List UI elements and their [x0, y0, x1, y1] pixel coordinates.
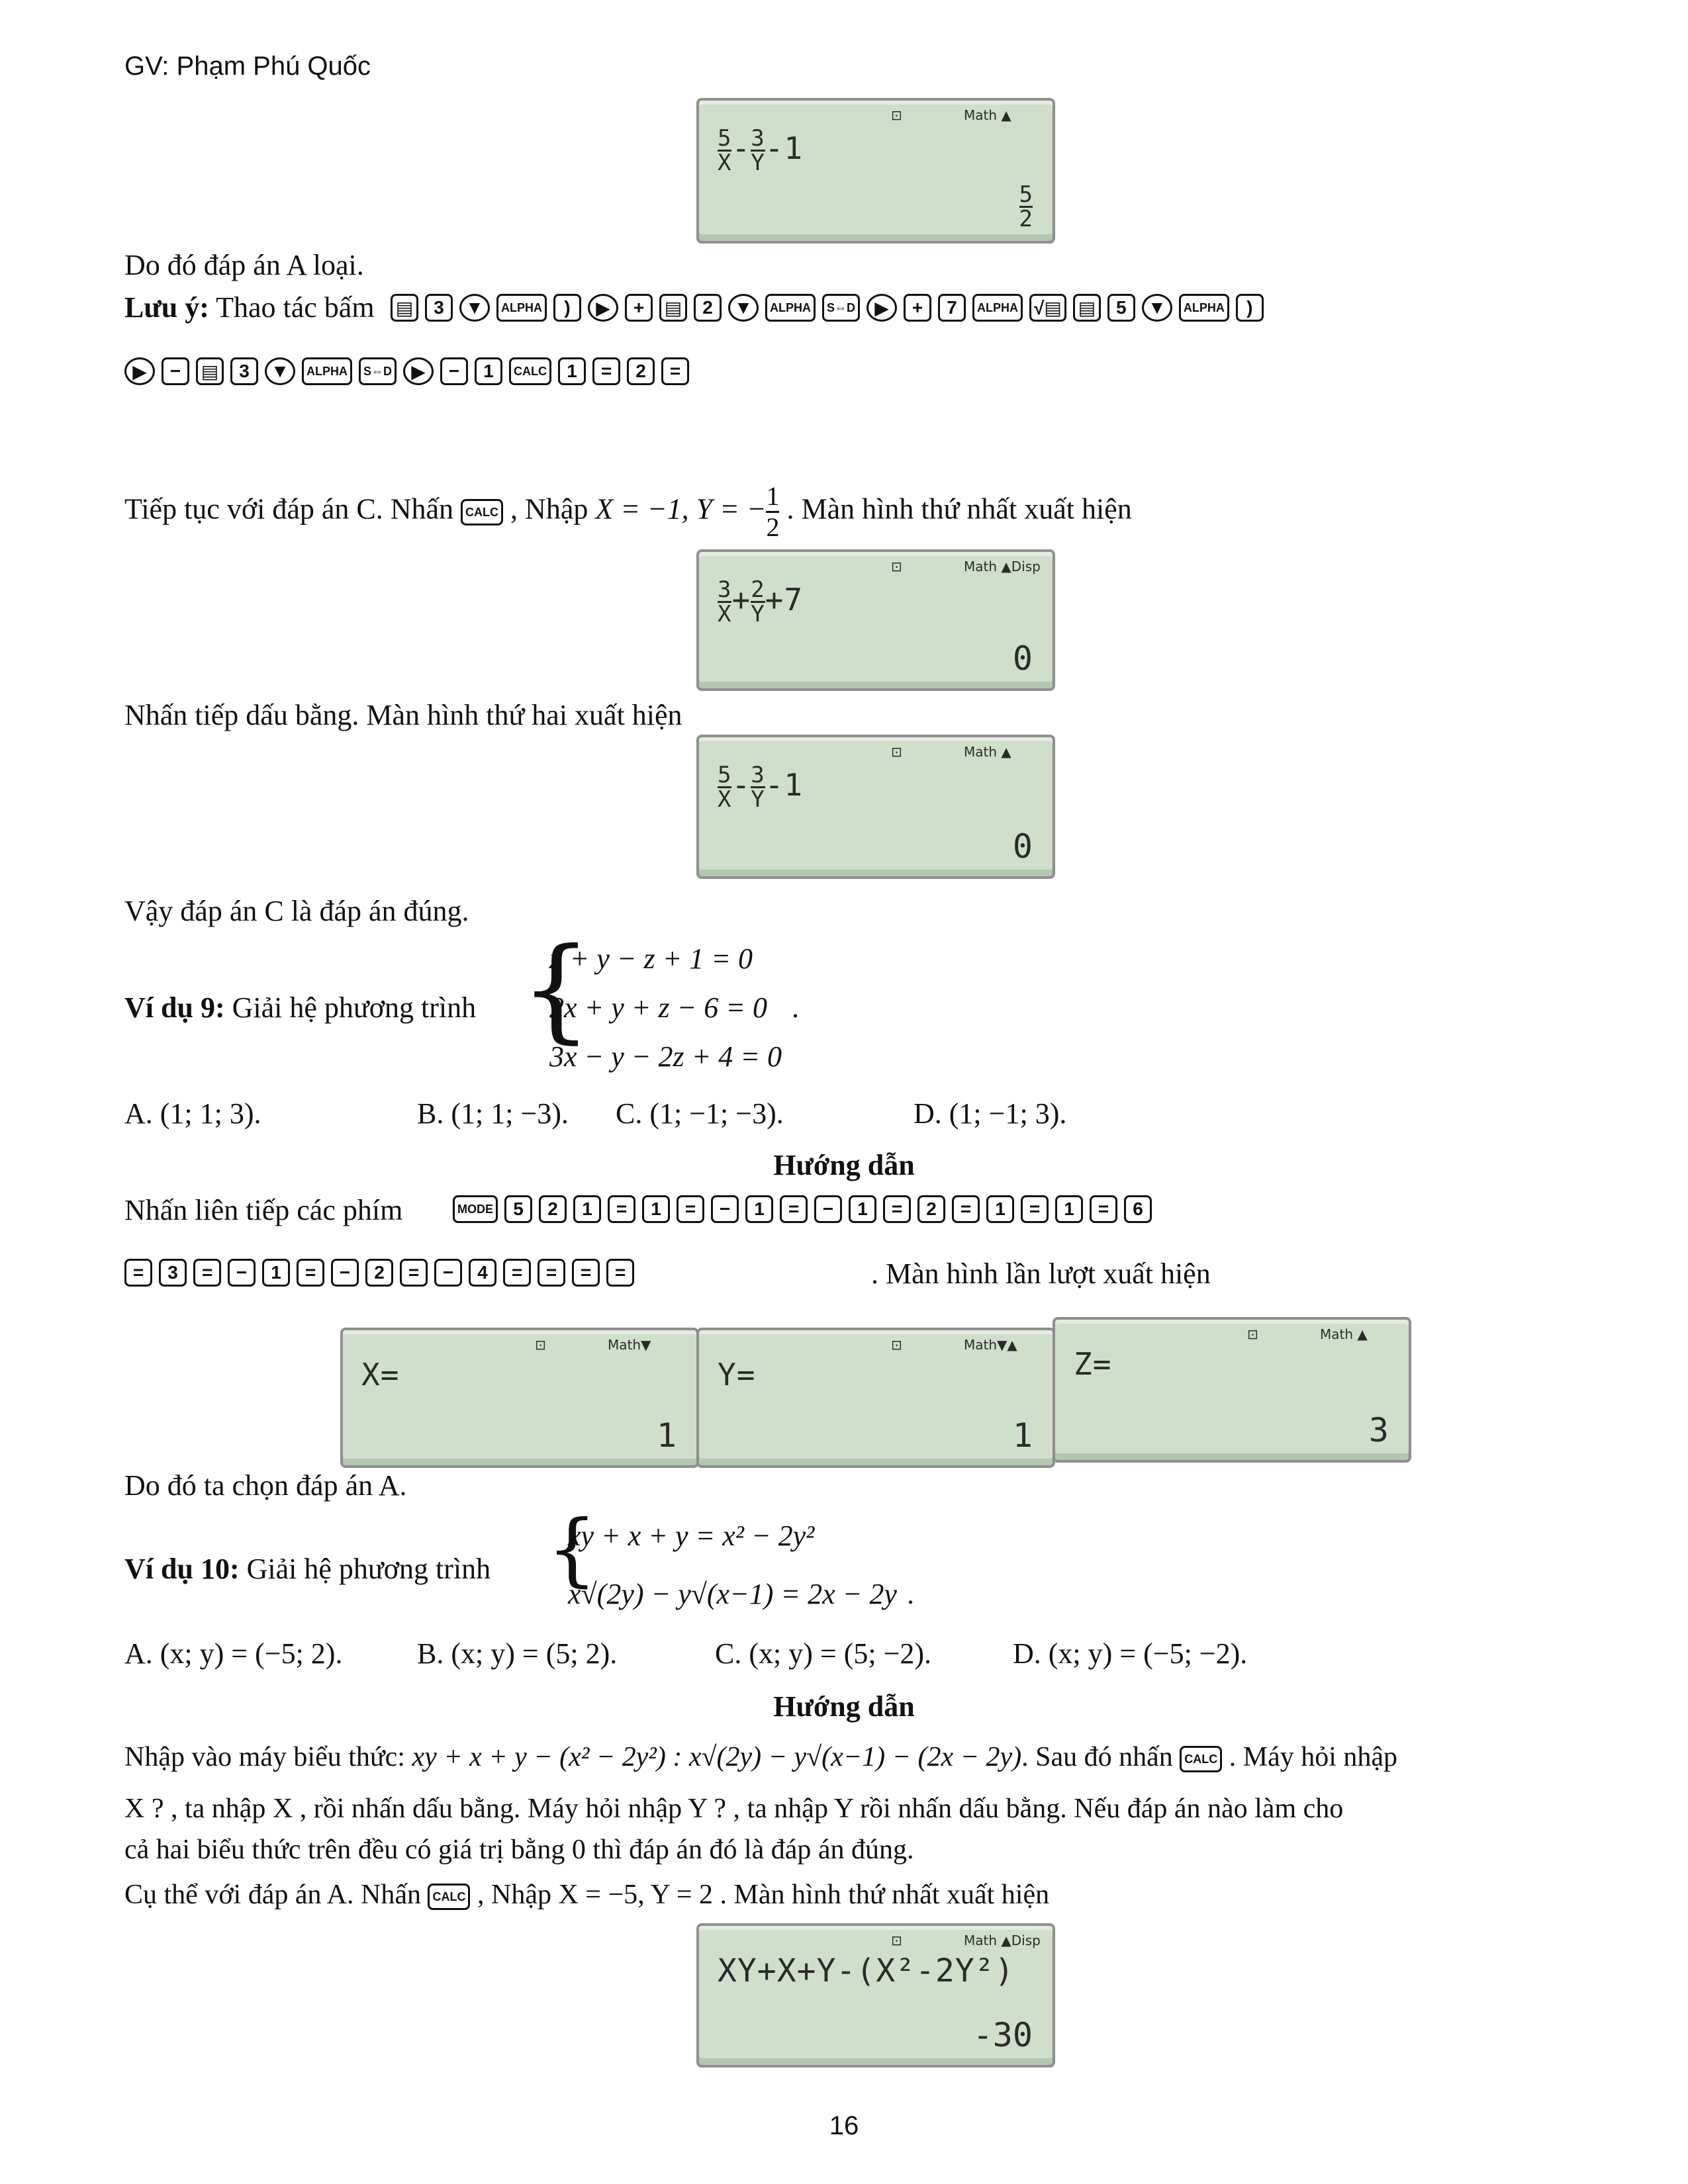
calc-key: CALC — [428, 1884, 470, 1910]
1-key: 1 — [986, 1195, 1014, 1223]
down-arrow-key: ▼ — [728, 294, 759, 322]
equals-key: = — [883, 1195, 911, 1223]
variable-label: Y= — [718, 1357, 756, 1392]
mode-indicator: Math ▲Disp — [964, 1933, 1041, 1948]
plus-key: + — [904, 294, 931, 322]
key-sequence-row-1 — [391, 294, 1264, 322]
variable-value: 1 — [1012, 1416, 1033, 1455]
screen-result: 0 — [1012, 827, 1033, 866]
screen-expression: $\frac{5}{X}$ - $\frac{3}{Y}$ -1 — [718, 125, 804, 176]
equals-key: = — [572, 1259, 600, 1287]
shift-indicator: ⊡ — [891, 1337, 902, 1353]
paragraph: Nhấn tiếp dấu bằng. Màn hình thứ hai xuất hiện — [124, 699, 682, 731]
equation-3: 3x − y − 2z + 4 = 0 — [549, 1040, 782, 1073]
key-sequence-row-3 — [453, 1195, 1152, 1223]
shift-indicator: ⊡ — [1247, 1326, 1258, 1342]
screen-expression: XY+X+Y-(X²-2Y²) — [718, 1952, 1015, 1989]
3-key: 3 — [159, 1259, 187, 1287]
plus-key: + — [625, 294, 653, 322]
4-key: 4 — [469, 1259, 496, 1287]
equals-key: = — [661, 357, 689, 385]
minus-key: − — [228, 1259, 256, 1287]
down-arrow-key: ▼ — [265, 357, 295, 385]
answer-c: C. (x; y) = (5; −2). — [715, 1637, 932, 1670]
variable-label: X= — [361, 1357, 400, 1392]
down-arrow-key: ▼ — [1142, 294, 1172, 322]
s-d-key: S⇔D — [359, 357, 397, 385]
equals-key: = — [400, 1259, 428, 1287]
screen-result: -30 — [972, 2016, 1033, 2054]
alpha-key: ALPHA — [1179, 294, 1229, 322]
mode-indicator: Math ▲ — [964, 107, 1011, 123]
mode-indicator: Math ▲Disp — [964, 559, 1041, 574]
right-arrow-key: ▶ — [867, 294, 897, 322]
answer-a: A. (x; y) = (−5; 2). — [124, 1637, 343, 1670]
fraction-key: ▤ — [659, 294, 687, 322]
2-key: 2 — [694, 294, 722, 322]
7-key: 7 — [938, 294, 966, 322]
equals-key: = — [538, 1259, 565, 1287]
equals-key: = — [1090, 1195, 1117, 1223]
answer-a: A. (1; 1; 3). — [124, 1097, 261, 1130]
calculator-screen-3 — [696, 735, 1055, 879]
equals-key: = — [606, 1259, 634, 1287]
page-number: 16 — [829, 2111, 859, 2140]
guide-line-3: cả hai biểu thức trên đều có giá trị bằng 0 thì đáp án đó là đáp án đúng. — [124, 1835, 914, 1865]
equation-1: x + y − z + 1 = 0 — [549, 942, 753, 975]
close-paren-key: ) — [553, 294, 581, 322]
system-brace: { — [520, 924, 592, 1055]
2-key: 2 — [539, 1195, 567, 1223]
equation-2: 2x + y + z − 6 = 0 — [549, 991, 767, 1024]
right-arrow-key: ▶ — [403, 357, 434, 385]
equals-key: = — [952, 1195, 980, 1223]
1-key: 1 — [1055, 1195, 1083, 1223]
alpha-key: ALPHA — [972, 294, 1023, 322]
2-key: 2 — [917, 1195, 945, 1223]
equation-2: x√(2y) − y√(x−1) = 2x − 2y — [568, 1578, 897, 1610]
variable-value: 3 — [1368, 1411, 1389, 1449]
calculator-screen-x — [340, 1328, 699, 1468]
guide-line-4: Cụ thể với đáp án A. Nhấn CALC , Nhập X = −5, Y = 2 . Màn hình thứ nhất xuất hiện — [124, 1880, 1050, 1910]
example-10-title: Ví dụ 10: Giải hệ phương trình — [124, 1553, 491, 1585]
calc-key: CALC — [509, 357, 551, 385]
equals-key: = — [503, 1259, 531, 1287]
screen-expression: $\frac{3}{X}$ + $\frac{2}{Y}$ +7 — [718, 576, 804, 627]
equation-1: xy + x + y = x² − 2y² — [568, 1520, 815, 1552]
mode-indicator: Math▼▲ — [964, 1337, 1017, 1353]
answer-d: D. (x; y) = (−5; −2). — [1013, 1637, 1248, 1670]
right-arrow-key: ▶ — [588, 294, 618, 322]
paragraph-continue-c: Tiếp tục với đáp án C. Nhấn CALC , Nhập X = −1, Y = − $\frac{1}{2}$ . Màn hình thứ nhất xuất hiện — [124, 481, 1132, 542]
example-9-title: Ví dụ 9: Giải hệ phương trình — [124, 991, 477, 1024]
calculator-screen-z — [1053, 1317, 1411, 1463]
equals-key: = — [608, 1195, 635, 1223]
1-key: 1 — [849, 1195, 876, 1223]
note-line: Lưu ý: Thao tác bấm — [124, 291, 375, 324]
mode-indicator: Math ▲ — [964, 744, 1011, 760]
6-key: 6 — [1124, 1195, 1152, 1223]
paragraph: Vậy đáp án C là đáp án đúng. — [124, 895, 469, 927]
down-arrow-key: ▼ — [459, 294, 490, 322]
1-key: 1 — [262, 1259, 290, 1287]
screens-intro: . Màn hình lần lượt xuất hiện — [871, 1257, 1211, 1290]
guide-heading: Hướng dẫn — [773, 1690, 915, 1723]
period: . — [907, 1578, 914, 1610]
variable-label: Z= — [1074, 1346, 1112, 1382]
1-key: 1 — [642, 1195, 670, 1223]
paragraph: Do đó ta chọn đáp án A. — [124, 1469, 407, 1502]
answer-b: B. (x; y) = (5; 2). — [417, 1637, 618, 1670]
shift-indicator: ⊡ — [891, 559, 902, 574]
paragraph: Do đó đáp án A loại. — [124, 249, 364, 281]
equals-key: = — [677, 1195, 704, 1223]
minus-key: − — [434, 1259, 462, 1287]
2-key: 2 — [365, 1259, 393, 1287]
answer-d: D. (1; −1; 3). — [914, 1097, 1067, 1130]
calculator-screen-4 — [696, 1923, 1055, 2068]
answer-b: B. (1; 1; −3). — [417, 1097, 569, 1130]
5-key: 5 — [504, 1195, 532, 1223]
1-key: 1 — [745, 1195, 773, 1223]
alpha-key: ALPHA — [302, 357, 352, 385]
fraction-key: ▤ — [391, 294, 418, 322]
equals-key: = — [297, 1259, 324, 1287]
right-arrow-key: ▶ — [124, 357, 155, 385]
2-key: 2 — [627, 357, 655, 385]
fraction-key: ▤ — [196, 357, 224, 385]
minus-key: − — [814, 1195, 842, 1223]
calculator-screen-2 — [696, 549, 1055, 691]
5-key: 5 — [1107, 294, 1135, 322]
minus-key: − — [711, 1195, 739, 1223]
screen-expression: $\frac{5}{X}$ - $\frac{3}{Y}$ -1 — [718, 762, 804, 813]
mode-indicator: Math▼ — [608, 1337, 651, 1353]
guide-line-2: X ? , ta nhập X , rồi nhấn dấu bằng. Máy hỏi nhập Y ? , ta nhập Y rồi nhấn dấu bằng. Nếu đáp án nào làm cho — [124, 1794, 1344, 1824]
1-key: 1 — [475, 357, 502, 385]
equals-key: = — [592, 357, 620, 385]
calc-key: CALC — [1180, 1746, 1222, 1772]
alpha-key: ALPHA — [496, 294, 547, 322]
equals-key: = — [193, 1259, 221, 1287]
sqrt-key: √▤ — [1029, 294, 1066, 322]
screen-result: 0 — [1012, 639, 1033, 678]
mode-indicator: Math ▲ — [1320, 1326, 1368, 1342]
key-sequence-row-2 — [124, 357, 689, 385]
shift-indicator: ⊡ — [891, 107, 902, 123]
equals-key: = — [1021, 1195, 1049, 1223]
screen-result: $\frac{5}{2}$ — [1019, 181, 1033, 232]
guide-heading: Hướng dẫn — [773, 1149, 915, 1181]
alpha-key: ALPHA — [765, 294, 816, 322]
calculator-screen-1 — [696, 98, 1055, 244]
shift-indicator: ⊡ — [891, 744, 902, 760]
minus-key: − — [331, 1259, 359, 1287]
answer-c: C. (1; −1; −3). — [616, 1097, 784, 1130]
1-key: 1 — [558, 357, 586, 385]
variable-value: 1 — [656, 1416, 677, 1455]
guide-line-1: Nhập vào máy biểu thức: xy + x + y − (x² − 2y²) : x√(2y) − y√(x−1) − (2x − 2y). Sau đó nhấn CALC . Máy hỏi nhập — [124, 1742, 1398, 1772]
close-paren-key: ) — [1236, 294, 1264, 322]
minus-key: − — [162, 357, 189, 385]
calc-key: CALC — [461, 499, 503, 525]
key-sequence-row-4 — [124, 1259, 634, 1287]
s-d-key: S⇔D — [822, 294, 860, 322]
1-key: 1 — [573, 1195, 601, 1223]
shift-indicator: ⊡ — [891, 1933, 902, 1948]
3-key: 3 — [425, 294, 453, 322]
system-brace: { — [547, 1504, 598, 1596]
shift-indicator: ⊡ — [535, 1337, 546, 1353]
period: . — [792, 991, 799, 1024]
minus-key: − — [440, 357, 468, 385]
equals-key: = — [124, 1259, 152, 1287]
equals-key: = — [780, 1195, 808, 1223]
mode-key: MODE — [453, 1195, 498, 1223]
page-header: GV: Phạm Phú Quốc — [124, 52, 371, 81]
keys-intro: Nhấn liên tiếp các phím — [124, 1194, 403, 1226]
fraction-key: ▤ — [1073, 294, 1101, 322]
calculator-screen-y — [696, 1328, 1055, 1468]
3-key: 3 — [230, 357, 258, 385]
